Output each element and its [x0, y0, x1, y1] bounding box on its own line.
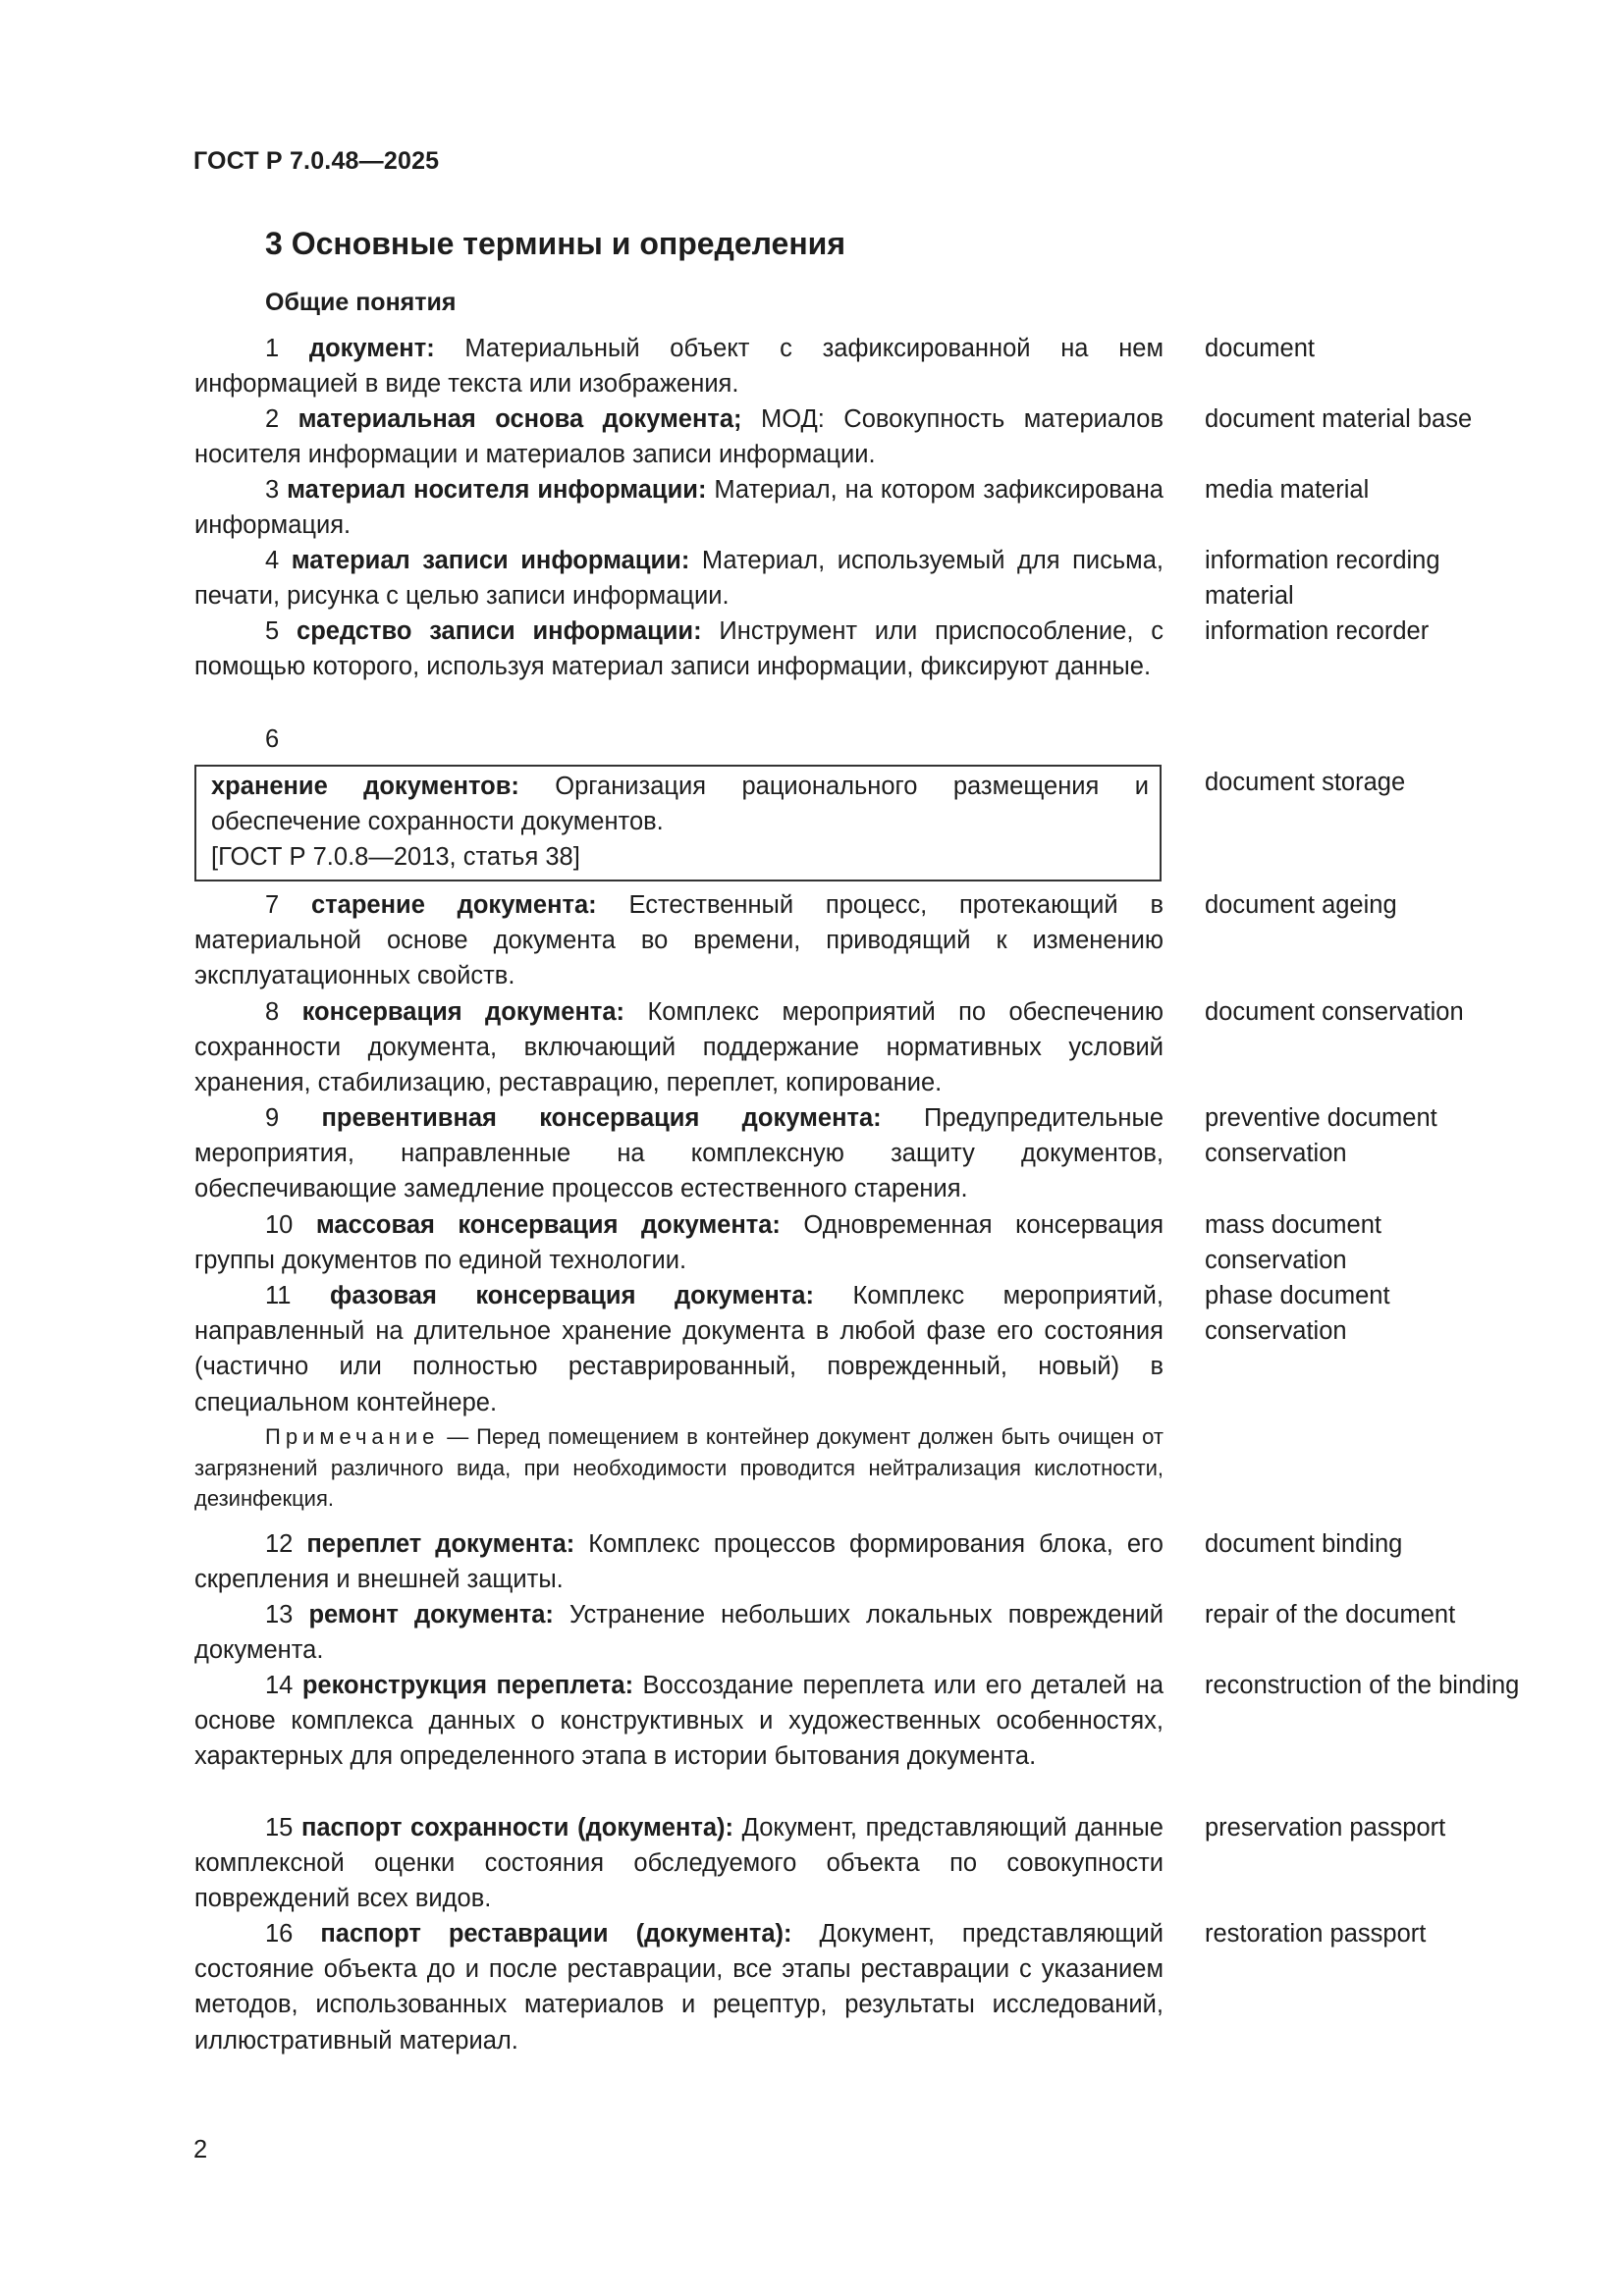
- term-definition: 11 фазовая консервация документа: Комплекс мероприятий, направленный на длительное хранение документа в любой фазе его состояния (частично или полностью реставрированный, поврежденный, новый) в специальном контейнере.: [194, 1282, 1164, 1416]
- term-english: document: [1205, 335, 1315, 362]
- term-english: document material base: [1205, 405, 1473, 433]
- term-definition: 1 документ: Материальный объект с зафиксированной на нем информацией в виде текста или изображения.: [194, 335, 1164, 399]
- boxed-term-definition: хранение документов: Организация рационального размещения и обеспечение сохранности документов.: [211, 773, 1149, 836]
- term-english: information recording material: [1205, 547, 1440, 611]
- term-definition: 12 переплет документа: Комплекс процессов формирования блока, его скрепления и внешней защиты.: [194, 1530, 1164, 1594]
- term-definition: 13 ремонт документа: Устранение небольших локальных повреждений документа.: [194, 1601, 1164, 1665]
- term-english: phase document conservation: [1205, 1282, 1390, 1346]
- term-english: document conservation: [1205, 998, 1464, 1026]
- term-english: mass document conservation: [1205, 1211, 1381, 1275]
- term-english: restoration passport: [1205, 1920, 1427, 1948]
- term-english: repair of the document: [1205, 1601, 1456, 1629]
- term-definition: 2 материальная основа документа; МОД: Совокупность материалов носителя информации и материалов записи информации.: [194, 405, 1164, 469]
- term-definition: 14 реконструкция переплета: Воссоздание переплета или его деталей на основе комплекса данных о конструктивных и художественных особенностях, характерных для определенного этапа в истории бытования документа.: [194, 1672, 1164, 1771]
- term-english: reconstruction of the binding: [1205, 1672, 1520, 1699]
- term-definition: 10 массовая консервация документа: Одновременная консервация группы документов по единой технологии.: [194, 1211, 1164, 1275]
- term-english: preventive document conservation: [1205, 1104, 1437, 1168]
- subsection-title: Общие понятия: [265, 289, 457, 316]
- term-english: document storage: [1205, 769, 1406, 796]
- document-code: ГОСТ Р 7.0.48—2025: [193, 147, 440, 175]
- term-definition: 8 консервация документа: Комплекс мероприятий по обеспечению сохранности документа, включающий поддержание нормативных условий хранения, стабилизацию, реставрацию, переплет, копирование.: [194, 998, 1164, 1097]
- note: Примечание — Перед помещением в контейнер документ должен быть очищен от загрязнений различного вида, при необходимости проводится нейтрализация кислотности, дезинфекция.: [194, 1424, 1164, 1511]
- page-number: 2: [193, 2136, 208, 2163]
- term-definition: 16 паспорт реставрации (документа): Документ, представляющий состояние объекта до и после реставрации, все этапы реставрации с указанием методов, использованных материалов и рецептур, результаты исследований, иллюстративный материал.: [194, 1920, 1164, 2055]
- term-english: preservation passport: [1205, 1814, 1446, 1842]
- section-title: 3 Основные термины и определения: [265, 226, 846, 261]
- term-definition: 5 средство записи информации: Инструмент или приспособление, с помощью которого, используя материал записи информации, фиксируют данные.: [194, 617, 1164, 681]
- term-english: media material: [1205, 476, 1370, 504]
- term-english: information recorder: [1205, 617, 1430, 645]
- term-english: document binding: [1205, 1530, 1403, 1558]
- term-definition: 9 превентивная консервация документа: Предупредительные мероприятия, направленные на комплексную защиту документов, обеспечивающие замедление процессов естественного старения.: [194, 1104, 1164, 1203]
- term-english: document ageing: [1205, 891, 1397, 919]
- term-definition: 3 материал носителя информации: Материал, на котором зафиксирована информация.: [194, 476, 1164, 540]
- term-definition: 4 материал записи информации: Материал, используемый для письма, печати, рисунка с целью записи информации.: [194, 547, 1164, 611]
- term-definition: 7 старение документа: Естественный процесс, протекающий в материальной основе документа во времени, приводящий к изменению эксплуатационных свойств.: [194, 891, 1164, 990]
- term-number: 6: [265, 725, 280, 753]
- term-definition: 15 паспорт сохранности (документа): Документ, представляющий данные комплексной оценки состояния обследуемого объекта по совокупности повреждений всех видов.: [194, 1814, 1164, 1913]
- boxed-term-source: [ГОСТ Р 7.0.8—2013, статья 38]: [211, 843, 580, 871]
